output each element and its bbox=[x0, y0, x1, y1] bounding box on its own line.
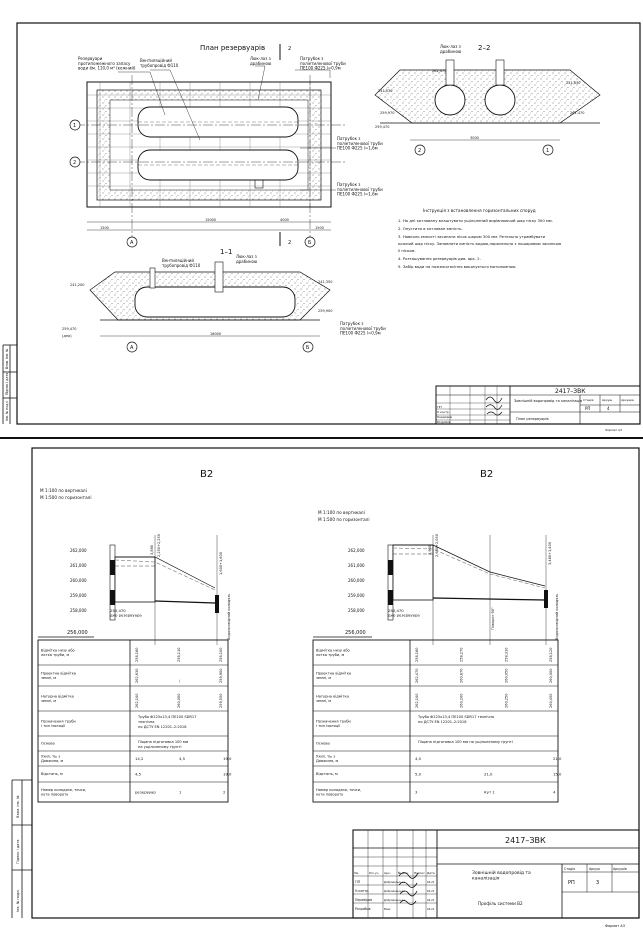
plan-dim-4000: 4000 bbox=[280, 218, 289, 222]
s2-name-3: Добровольська bbox=[384, 899, 405, 902]
right-datum: 256,000 bbox=[345, 630, 366, 636]
left-row-value: 258,110 bbox=[177, 647, 181, 662]
sheet1-side-strip bbox=[3, 345, 17, 424]
left-scale-v: М 1:100 по вертикалі bbox=[40, 488, 87, 493]
plan-view bbox=[70, 44, 345, 247]
sheet1-stamp bbox=[436, 386, 640, 432]
right-tank-note: 250,470 дно резервуара bbox=[388, 608, 420, 618]
instruction-3b: кожний шар піску. Заповнити ємність водою,паралельно з пошаровою засипкою bbox=[398, 241, 562, 246]
right-mark-3: 259,000 bbox=[348, 593, 365, 598]
left-row-value: Піщана підготовка 100 мм на ущільненому ґрунті bbox=[138, 740, 189, 749]
label-ventilation: Вентиляційний трубопровід Ф110 bbox=[140, 58, 179, 68]
left-row-value: резервуар bbox=[135, 789, 156, 795]
left-datum: 256,000 bbox=[67, 630, 88, 636]
right-mark-2: 260,000 bbox=[348, 578, 365, 583]
left-mark-3: 259,000 bbox=[70, 593, 87, 598]
left-row-label: Проектна відмітка землі, м bbox=[41, 671, 77, 680]
sheet1-project-title: Зовнішній водопровід та каналізація bbox=[514, 399, 583, 403]
sheet1-code: 2417–ЗВК bbox=[555, 388, 586, 395]
sheet1-role-3: Перевірив bbox=[437, 415, 452, 419]
label-pipe-mid: Патрубок з поліетиленової труби ПЕ100 Ф225 l=1,6м bbox=[337, 136, 383, 151]
left-profile-title: В2 bbox=[200, 469, 214, 480]
left-top-val-1: 2,250+2,250 bbox=[157, 534, 161, 557]
right-mid-note: Поворот 90° bbox=[491, 607, 495, 630]
sheet1-sheets-label: Аркушів bbox=[621, 398, 634, 402]
right-right-note: Водопровідний колодязь bbox=[555, 593, 559, 640]
s11-bottom-note: (дно) bbox=[62, 334, 72, 338]
left-row-label: Ухил, ‰ з Довжина, м bbox=[41, 754, 64, 763]
left-right-note: Водопровідний колодязь bbox=[227, 593, 231, 640]
right-row-value: 3 bbox=[415, 789, 418, 795]
s2-format: Формат А3 bbox=[605, 924, 625, 928]
right-profile-title: В2 bbox=[480, 469, 494, 480]
s2-stage-label: Стадія bbox=[564, 867, 576, 871]
s2-stage: РП bbox=[568, 880, 575, 886]
right-profile-table bbox=[313, 640, 562, 802]
right-row-label: Ухил, ‰ з Довжина, м bbox=[316, 754, 339, 763]
s2-name-4: Вовк bbox=[384, 908, 391, 911]
side-label-3: Інв. № подл. bbox=[5, 400, 9, 421]
right-row-value: 260,200 bbox=[459, 693, 464, 708]
sheet1-format: Формат А3 bbox=[605, 428, 623, 432]
s22-elev-259970: 259,970 bbox=[380, 111, 395, 115]
s2-code: 2417–ЗВК bbox=[505, 836, 546, 845]
right-top-val-1: 2,600+2,050 bbox=[435, 534, 439, 557]
right-row-value: 258,270 bbox=[459, 647, 464, 662]
left-row-value: — bbox=[177, 679, 181, 683]
left-row-label: Натурна відмітка землі, м bbox=[41, 694, 74, 703]
right-row-value: 260,050 bbox=[504, 668, 509, 683]
s2-date-3: 04.21 bbox=[427, 899, 435, 902]
s2-date-1: 04.21 bbox=[427, 881, 435, 884]
sheet-1 bbox=[3, 23, 640, 432]
plan-callout-2: 2 bbox=[288, 46, 292, 52]
left-row-value: Труба Ф225х13,4 ПЕ100 SDR17 технічна по ДСТУ EN 12201–2:2018 bbox=[138, 715, 197, 729]
left-profile-table bbox=[38, 640, 232, 802]
instruction-5: 5. Забір води на пожежогасіння виконується мотопомпою. bbox=[398, 264, 517, 269]
s2-role-4: Розробив bbox=[355, 907, 371, 911]
s2-side-label-2: Підпис і дата bbox=[16, 839, 20, 864]
s2-hdr-4: Підпис bbox=[414, 871, 425, 875]
s22-elev-261470: 261,470 bbox=[570, 111, 585, 115]
sheet1-role-1: ГІП bbox=[437, 405, 442, 409]
left-top-val-2: 1,600+1,600 bbox=[219, 552, 223, 575]
s2-side-label-3: Інв. № подл. bbox=[16, 889, 20, 912]
sheet1-role-4: Розробив bbox=[437, 420, 451, 424]
right-row-value: 21,0 bbox=[484, 771, 493, 777]
left-top-val-0: 3,890 bbox=[150, 544, 154, 555]
right-row-value: 4,0 bbox=[415, 756, 422, 761]
plan-dim-1500: 1500 bbox=[100, 226, 109, 230]
s2-date-4: 04.21 bbox=[427, 908, 435, 911]
left-row-value: 258,100 bbox=[219, 647, 223, 662]
right-row-label: Номер колодязя, точки, кута повороту bbox=[316, 788, 362, 797]
right-row-value: 4 bbox=[553, 789, 556, 795]
right-row-value: 260,450 bbox=[549, 693, 553, 708]
s11-axis-a: А bbox=[130, 345, 134, 351]
right-scale-v: М 1:100 по вертикалі bbox=[318, 510, 365, 515]
right-row-label: Відмітка низу або лотка труби, м bbox=[316, 648, 350, 657]
s2-side-label-1: Взам. інв. № bbox=[16, 795, 20, 818]
s2-role-2: Н.контр. bbox=[355, 889, 370, 893]
left-row-value: 19,0 bbox=[223, 756, 232, 761]
right-profile bbox=[313, 469, 562, 802]
left-row-value: 259,900 bbox=[219, 668, 223, 683]
s2-sheet: 3 bbox=[596, 880, 600, 886]
s22-elev-241630: 241,630 bbox=[566, 81, 581, 85]
sheet1-sheet-label: Аркуш bbox=[602, 398, 613, 402]
sheet1-drawing-title: План резервуарів bbox=[516, 417, 549, 421]
s11-dim-18000: 18000 bbox=[210, 332, 222, 336]
right-row-value: 262,100 bbox=[415, 693, 419, 708]
plan-dim-15000: 15000 bbox=[205, 218, 217, 222]
s11-pipe-label: Патрубок з поліетиленової труби ПЕ100 Ф225 l=0,9м bbox=[340, 321, 386, 336]
right-row-value: Труба Ф225х13,4 ПЕ100 SDR17 технічна по ДСТУ EN 12201–2:2018 bbox=[418, 715, 495, 724]
s11-elev-241350: 241,350 bbox=[318, 280, 333, 284]
right-row-value: 260,000 bbox=[549, 668, 553, 683]
s22-ladder-label: Люк-лаз з драбиною bbox=[440, 44, 462, 54]
s11-ladder-label: Люк-лаз з драбиною bbox=[236, 254, 258, 264]
s2-role-3: Перевірив bbox=[355, 898, 373, 902]
axis-1-label: 1 bbox=[73, 123, 77, 129]
left-row-value: 260,000 bbox=[177, 693, 181, 708]
left-row-value: 19,0 bbox=[223, 771, 232, 777]
s2-hdr-5: Дата bbox=[427, 871, 435, 875]
right-row-value: 258,120 bbox=[549, 647, 553, 662]
s2-sheets-label: Аркушів bbox=[613, 867, 627, 871]
section-2-2 bbox=[375, 44, 600, 155]
s11-elev-241200: 241,200 bbox=[70, 283, 85, 287]
left-row-label: Відстань, м bbox=[41, 772, 63, 777]
right-row-value: 258,310 bbox=[504, 647, 509, 662]
left-mark-2: 260,000 bbox=[70, 578, 87, 583]
right-top-val-2: 3,480+1,400 bbox=[548, 542, 552, 565]
instruction-2: 2. Опустити в котлован ємність. bbox=[398, 226, 463, 231]
right-row-value: 262,470 bbox=[415, 668, 419, 683]
instructions-block bbox=[397, 208, 561, 269]
sheet-2 bbox=[12, 448, 639, 928]
right-row-value: Кут 1 bbox=[484, 789, 495, 795]
plan-callout-2b: 2 bbox=[288, 240, 292, 246]
axis-2-label: 2 bbox=[73, 160, 77, 166]
left-row-value: 262,630 bbox=[135, 668, 139, 683]
s22-axis-2: 2 bbox=[418, 148, 422, 154]
right-mark-0: 262,000 bbox=[348, 548, 365, 553]
instruction-3c: її піском. bbox=[398, 248, 416, 253]
right-row-value: Піщана підготовка 100 мм на ущільненому ґрунті bbox=[418, 740, 513, 744]
right-row-value: 258,180 bbox=[415, 647, 419, 662]
instruction-title: Інструкція з встановлення горизонтальних споруд bbox=[423, 208, 536, 213]
left-tank-note: 250,470 дно резервуара bbox=[110, 608, 142, 618]
right-row-value: 260,250 bbox=[504, 693, 509, 708]
s2-hdr-3: № док. bbox=[398, 871, 409, 875]
left-row-label: Позначення труби і тип ізоляції bbox=[41, 719, 76, 728]
right-row-value: 21,0 bbox=[553, 756, 562, 761]
sheet1-signatures bbox=[486, 397, 502, 415]
s22-elev-241030: 241,030 bbox=[378, 89, 393, 93]
s2-project-title: Зовнішній водопровід та каналізація bbox=[472, 871, 531, 882]
left-profile bbox=[38, 469, 232, 802]
instruction-4: 4. Розташування резервуарів див. арк. 2. bbox=[398, 256, 481, 261]
label-reservoirs: Резервуари протипожежного запасу води ём. 110,0 м³ (кожний) bbox=[78, 56, 136, 71]
right-mark-4: 258,000 bbox=[348, 608, 365, 613]
s22-axis-1: 1 bbox=[546, 148, 550, 154]
right-row-label: Відстань, м bbox=[316, 772, 338, 777]
s22-dim-3000: 3000 bbox=[470, 136, 479, 140]
plan-title: План резервуарів bbox=[200, 44, 266, 52]
right-row-label: Позначення труби і тип ізоляції bbox=[316, 719, 351, 728]
s2-hdr-1: Кіл.уч. bbox=[369, 871, 380, 875]
s2-drawing-title: Профіль системи В2 bbox=[478, 901, 523, 906]
s11-axis-b: Б bbox=[306, 345, 310, 351]
s22-elev-259470: 259,470 bbox=[375, 125, 390, 129]
left-row-value: 1 bbox=[179, 789, 182, 795]
axis-b-label: Б bbox=[308, 240, 312, 246]
label-pipe-top: Патрубок з поліетиленової труби ПЕ100 Ф225 l=0,9м bbox=[300, 56, 346, 71]
left-row-label: Основа bbox=[41, 741, 55, 746]
s2-hdr-2: Арк. bbox=[384, 871, 391, 875]
right-row-value: 15,0 bbox=[553, 771, 562, 777]
s11-elev-259900: 259,900 bbox=[318, 309, 333, 313]
s2-name-2: Добровольська bbox=[384, 890, 405, 893]
right-row-value: 5,0 bbox=[415, 771, 422, 777]
section-1-1-title: 1–1 bbox=[220, 248, 233, 256]
s11-elev-259470: 259,470 bbox=[62, 327, 77, 331]
left-row-value: 4,5 bbox=[179, 756, 186, 761]
left-row-value: 258,180 bbox=[135, 647, 139, 662]
s2-sheet-label: Аркуш bbox=[589, 867, 600, 871]
left-mark-0: 262,000 bbox=[70, 548, 87, 553]
section-1-1 bbox=[62, 254, 386, 352]
right-row-value: 260,870 bbox=[459, 668, 464, 683]
side-label-2: Підпис і дата bbox=[5, 372, 9, 395]
left-row-value: 259,550 bbox=[219, 693, 223, 708]
right-row-label: Проектна відмітка землі, м bbox=[316, 671, 352, 680]
side-label-1: Взам. інв. № bbox=[5, 348, 9, 369]
s22-elev-262470: 262,470 bbox=[432, 69, 447, 73]
sheet1-sheet: 4 bbox=[607, 406, 610, 411]
s2-date-2: 04.21 bbox=[427, 890, 435, 893]
left-row-value: 2 bbox=[223, 789, 226, 795]
right-scale-h: М 1:500 по горизонталі bbox=[318, 517, 370, 522]
right-mark-1: 261,000 bbox=[348, 563, 365, 568]
sheet2-side-strip bbox=[12, 780, 32, 918]
s2-role-1: ГІП bbox=[355, 880, 361, 884]
instruction-1: 1. На дні котловану влаштувати ущільнений вирівнюючий шар піску 300 мм. bbox=[398, 218, 553, 223]
left-row-value: 4,5 bbox=[135, 771, 142, 777]
left-row-value: 14,2 bbox=[135, 756, 144, 761]
sheet1-role-2: Н.контр. bbox=[437, 410, 450, 414]
plan-dim-1500b: 1500 bbox=[315, 226, 324, 230]
axis-a-label: А bbox=[130, 240, 134, 246]
left-mark-4: 258,000 bbox=[70, 608, 87, 613]
sheet1-stage: РП bbox=[585, 406, 591, 411]
left-row-label: Відмітка низу або лотка труби, м bbox=[41, 648, 75, 657]
s2-hdr-0: Зм. bbox=[354, 871, 360, 875]
s11-vent-label: Вентиляційний трубопровід Ф110 bbox=[162, 258, 201, 268]
right-row-label: Основа bbox=[316, 741, 330, 746]
instruction-3a: 3. Навколо ємності засипати пісок шаром 300 мм. Ретельно утрамбувати bbox=[398, 234, 546, 239]
s2-name-1: Добровольська bbox=[384, 881, 405, 884]
sheet2-stamp bbox=[353, 830, 639, 928]
right-top-val-0: 3,980 bbox=[428, 544, 432, 555]
left-mark-1: 261,000 bbox=[70, 563, 87, 568]
sheet1-stage-label: Стадія bbox=[583, 398, 594, 402]
left-scale-h: М 1:500 по горизонталі bbox=[40, 495, 92, 500]
right-row-label: Натурна відмітка землі, м bbox=[316, 694, 349, 703]
label-ladder: Люк-лаз з драбиною bbox=[250, 56, 272, 66]
section-2-2-title: 2–2 bbox=[478, 44, 491, 52]
label-pipe-bottom: Патрубок з поліетиленової труби ПЕ100 Ф225 l=1,6м bbox=[337, 182, 383, 197]
left-row-value: 262,100 bbox=[135, 693, 139, 708]
left-row-label: Номер колодязя, точки, кута повороту bbox=[41, 788, 87, 797]
